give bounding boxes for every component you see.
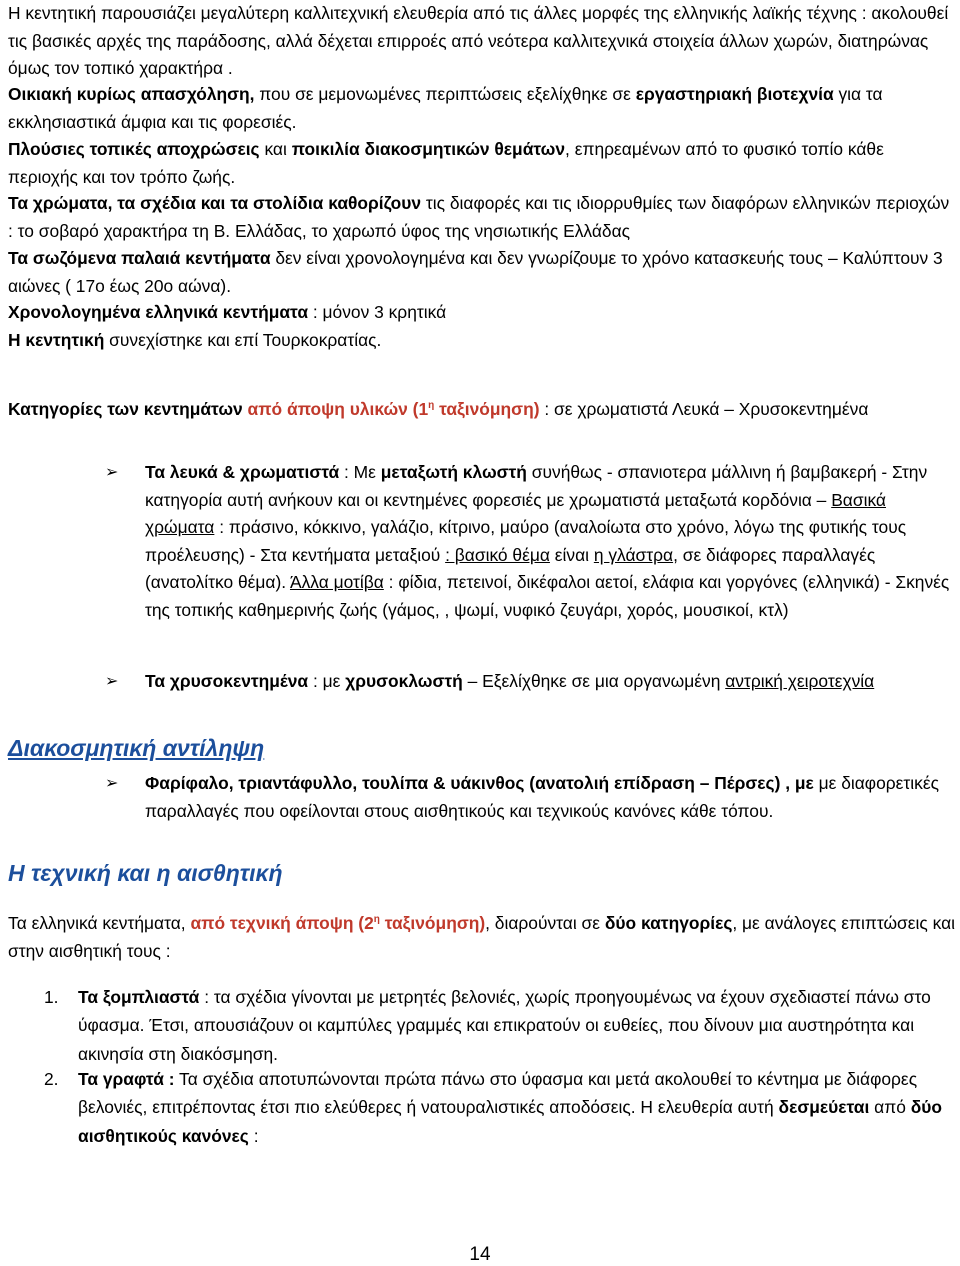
red-phrase: ταξινόμηση) [384, 913, 486, 933]
bold-phrase: Τα γραφτά : [78, 1069, 175, 1089]
intro-paragraph-2 [8, 81, 958, 136]
body-text: από [869, 1097, 911, 1118]
body-text: με διαφορετικές παραλλαγές που οφείλονται στους αισθητικούς και τεχνικούς κανόνες κάθε τόπου. [145, 773, 939, 821]
bold-phrase: μεταξωτή κλωστή [380, 462, 527, 482]
body-text: – Εξελίχθηκε σε μια οργανωμένη [462, 671, 726, 691]
technique-paragraph [8, 910, 958, 965]
list-item [78, 1065, 958, 1150]
body-text: , με ανάλογες επιπτώσεις και στην αισθητική τους : [8, 913, 955, 961]
bullet-paragraph-gold [145, 668, 960, 696]
intro-text: Η κεντητική παρουσιάζει μεγαλύτερη καλλιτεχνική ελευθερία από τις άλλες μορφές της ελληνικής λαϊκής τέχνης : ακολουθεί τις βασικές αρχές της παράδοσης, αλλά δέχεται επιρροές από νεότερα καλλιτεχνικά στοιχεία άλλων χωρών, διατηρώνας όμως τον τοπικό χαρακτήρα . [8, 3, 949, 79]
superscript: η [373, 914, 380, 926]
superscript: η [428, 400, 435, 412]
body-text: Τα ελληνικά κεντήματα, [8, 913, 191, 933]
body-text: : με [308, 671, 346, 691]
section-heading-technique: Η τεχνική και η αισθητική [8, 860, 283, 886]
body-text: , διαρούνται σε [485, 913, 605, 933]
bold-phrase: Φαρίφαλο, τριαντάφυλλο, τουλίπα & υάκινθος (ανατολιή επίδραση – Πέρσες) , με [145, 773, 814, 793]
body-text: , επηρεαμένων από το φυσικό τοπίο κάθε περιοχής και τον τρόπο ζωής. [8, 139, 884, 187]
underlined-phrase: αντρική χειροτεχνία [725, 671, 875, 691]
bullet-arrow-icon: ➢ [105, 464, 119, 481]
bold-phrase: Κατηγορίες των κεντημάτων [8, 399, 243, 419]
body-text: συνήθως - σπανιοτερα μάλλινη ή βαμβακερή - Στην κατηγορία αυτή ανήκουν και οι κεντημένες φορεσιές με χρωματιστά μεταξωτά κορδόνια – [145, 462, 928, 510]
body-text: , σε διάφορες παραλλαγές (ανατολίτκο θέμα). [145, 544, 876, 593]
red-phrase: από τεχνική άποψη (2 [190, 913, 374, 933]
bold-phrase: Τα χρυσοκεντημένα [145, 671, 309, 691]
intro-paragraph-1 [8, 0, 958, 83]
body-text: συνεχίστηκε και επί Τουρκοκρατίας. [104, 330, 382, 350]
bold-phrase: εργαστηριακή βιοτεχνία [635, 84, 834, 104]
underlined-phrase: Βασικά χρώματα [145, 489, 886, 538]
underlined-phrase: η γλάστρα [593, 544, 674, 565]
body-text: : μόνον 3 κρητικά [308, 302, 447, 322]
intro-paragraph-7 [8, 327, 958, 355]
bold-phrase: Τα σωζόμενα παλαιά κεντήματα [8, 248, 271, 268]
bold-phrase: χρυσοκλωστή [345, 671, 463, 691]
bold-phrase: ποικιλία διακοσμητικών θεμάτων [291, 139, 566, 159]
body-text: είναι [549, 544, 594, 565]
red-phrase: ταξινόμηση) [439, 399, 540, 419]
bullet-arrow-icon: ➢ [105, 673, 119, 690]
intro-paragraph-3 [8, 136, 958, 191]
bullet-arrow-icon: ➢ [105, 775, 119, 792]
body-text: : σε χρωματιστά Λευκά – Χρυσοκεντημένα [539, 399, 869, 419]
body-text: και [259, 139, 292, 159]
bold-phrase: Τα χρώματα, τα σχέδια και τα στολίδια καθορίζουν [8, 193, 422, 213]
body-text: : φίδια, πετεινοί, δικέφαλοι αετοί, ελάφια και γοργόνες (ελληνικά) - Σκηνές της τοπικής καθημερινής ζωής (γάμος, , ψωμί, νυφικό ζευγάρι, χορός, μουσικοί, κτλ) [145, 572, 950, 620]
bold-phrase: Τα ξομπλιαστά [78, 987, 200, 1007]
list-item [78, 983, 958, 1068]
bold-phrase: δύο κατηγορίες [604, 913, 733, 933]
page-number: 14 [469, 1244, 491, 1265]
bold-phrase: Τα λευκά & χρωματιστά [145, 462, 340, 482]
bold-phrase: Η κεντητική [8, 330, 105, 350]
body-text: : τα σχέδια γίνονται με μετρητές βελονιές, χωρίς προηγουμένως να έχουν σχεδιαστεί πάνω στο ύφασμα. Έτσι, απουσιάζουν οι καμπύλες γραμμές και επικρατούν οι ευθείες, που δίνουν μια αυστηρότητα και ακινησία στη διακόσμηση. [78, 987, 931, 1064]
list-number: 1. [44, 987, 59, 1007]
underlined-phrase: : βασικό θέμα [445, 544, 550, 565]
bullet-paragraph-white-colored [145, 459, 960, 625]
underlined-phrase: Άλλα μοτίβα [289, 572, 384, 593]
bold-phrase: Πλούσιες τοπικές αποχρώσεις [8, 139, 260, 159]
intro-paragraph-6 [8, 299, 958, 327]
body-text: δεν είναι χρονολογημένα και δεν γνωρίζουμε το χρόνο κατασκευής τους – Καλύπτουν 3 αιώνες ( 17ο έως 20ο αώνα). [8, 248, 943, 296]
intro-paragraph-4 [8, 190, 958, 245]
bold-phrase: δεσμεύεται [778, 1097, 870, 1118]
body-text: : πράσινο, κόκκινο, γαλάζιο, κίτρινο, μαύρο (αναλοίωτα στο χρόνο, λόγω της φυτικής τους προέλευσης) - Στα κεντήματα μεταξιού [145, 517, 907, 565]
bullet-paragraph-motifs [145, 770, 960, 825]
body-text: για τα εκκλησιαστικά άμφια και τις φορεσιές. [8, 84, 883, 132]
body-text: : [248, 1125, 259, 1146]
red-phrase: από άποψη υλικών (1 [247, 399, 429, 419]
categories-paragraph [8, 396, 958, 424]
list-number: 2. [44, 1069, 59, 1089]
body-text: τις διαφορές και τις ιδιορρυθμίες των διαφόρων ελληνικών περιοχών : το σοβαρό χαρακτήρα τη Β. Ελλάδας, το χαρωπό ύφος της νησιωτικής Ελλάδας [8, 193, 950, 241]
bold-phrase: Χρονολογημένα ελληνικά κεντήματα [8, 302, 309, 322]
body-text: : Με [339, 462, 381, 482]
body-text: που σε μεμονωμένες περιπτώσεις εξελίχθηκε σε [254, 84, 636, 104]
section-heading-decorative: Διακοσμητική αντίληψη [8, 735, 265, 761]
bold-phrase: δύο αισθητικούς κανόνες [78, 1097, 942, 1146]
bold-phrase: Οικιακή κυρίως απασχόληση, [8, 84, 255, 104]
body-text: Τα σχέδια αποτυπώνονται πρώτα πάνω στο ύφασμα και μετά ακολουθεί το κέντημα με διάφορες βελονιές, επιτρέποντας έτσι πιο ελεύθερες ή νατουραλιστικές αποδόσεις. Η ελευθερία αυτή [78, 1069, 918, 1118]
intro-paragraph-5 [8, 245, 958, 300]
